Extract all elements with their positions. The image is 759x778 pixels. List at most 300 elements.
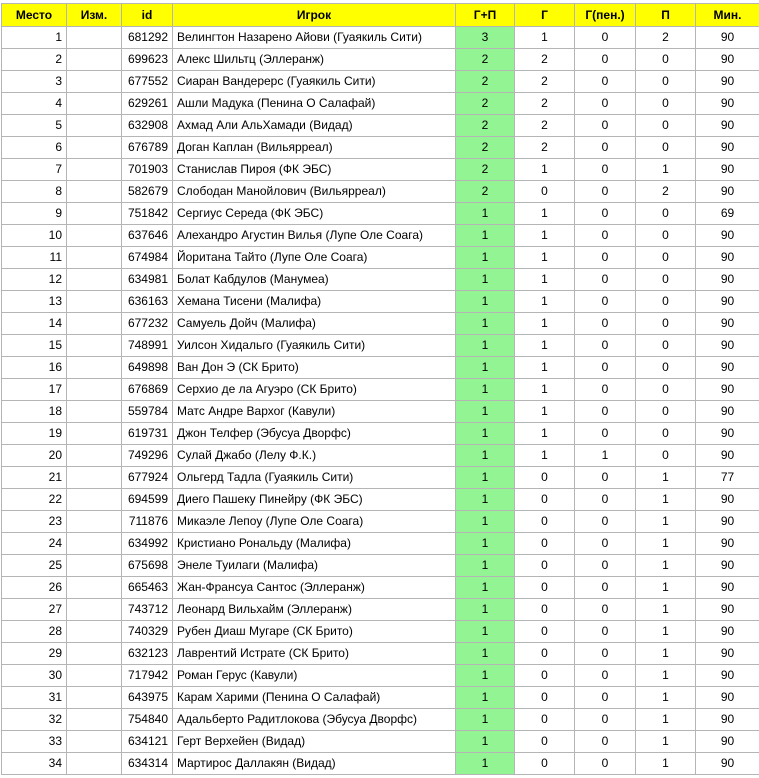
cell-assists[interactable]: 0: [636, 313, 696, 335]
cell-minutes[interactable]: 90: [696, 49, 759, 71]
cell-goals[interactable]: 1: [515, 203, 575, 225]
cell-minutes[interactable]: 90: [696, 159, 759, 181]
cell-change[interactable]: [67, 313, 122, 335]
cell-player[interactable]: Сергиус Середа (ФК ЭБС): [173, 203, 456, 225]
cell-place[interactable]: 16: [2, 357, 67, 379]
cell-change[interactable]: [67, 709, 122, 731]
cell-goals-plus-assists[interactable]: 1: [456, 357, 515, 379]
cell-minutes[interactable]: 90: [696, 313, 759, 335]
cell-assists[interactable]: 0: [636, 401, 696, 423]
cell-id[interactable]: 676869: [122, 379, 173, 401]
cell-penalty-goals[interactable]: 0: [575, 269, 636, 291]
cell-player[interactable]: Велингтон Назарено Айови (Гуаякиль Сити): [173, 27, 456, 49]
cell-goals-plus-assists[interactable]: 2: [456, 115, 515, 137]
cell-player[interactable]: Герт Верхейен (Видад): [173, 731, 456, 753]
cell-place[interactable]: 10: [2, 225, 67, 247]
cell-assists[interactable]: 0: [636, 291, 696, 313]
header-goals[interactable]: Г: [515, 4, 575, 27]
cell-change[interactable]: [67, 71, 122, 93]
cell-change[interactable]: [67, 401, 122, 423]
cell-assists[interactable]: 0: [636, 335, 696, 357]
table-row[interactable]: [2, 533, 759, 555]
cell-goals-plus-assists[interactable]: 1: [456, 203, 515, 225]
cell-id[interactable]: 634121: [122, 731, 173, 753]
cell-minutes[interactable]: 90: [696, 643, 759, 665]
cell-id[interactable]: 701903: [122, 159, 173, 181]
table-row[interactable]: [2, 753, 759, 775]
cell-goals-plus-assists[interactable]: 1: [456, 533, 515, 555]
cell-player[interactable]: Роман Герус (Кавули): [173, 665, 456, 687]
cell-change[interactable]: [67, 687, 122, 709]
cell-change[interactable]: [67, 27, 122, 49]
cell-player[interactable]: Алекс Шильтц (Эллеранж): [173, 49, 456, 71]
cell-minutes[interactable]: 90: [696, 489, 759, 511]
cell-place[interactable]: 20: [2, 445, 67, 467]
cell-player[interactable]: Ольгерд Тадла (Гуаякиль Сити): [173, 467, 456, 489]
cell-goals[interactable]: 0: [515, 599, 575, 621]
cell-goals[interactable]: 0: [515, 467, 575, 489]
cell-player[interactable]: Микаэле Лепоу (Лупе Оле Соага): [173, 511, 456, 533]
cell-player[interactable]: Сиаран Вандерерс (Гуаякиль Сити): [173, 71, 456, 93]
cell-assists[interactable]: 0: [636, 379, 696, 401]
cell-penalty-goals[interactable]: 0: [575, 203, 636, 225]
cell-id[interactable]: 717942: [122, 665, 173, 687]
cell-goals-plus-assists[interactable]: 2: [456, 137, 515, 159]
cell-assists[interactable]: 0: [636, 357, 696, 379]
header-player[interactable]: Игрок: [173, 4, 456, 27]
cell-goals-plus-assists[interactable]: 2: [456, 93, 515, 115]
cell-minutes[interactable]: 90: [696, 115, 759, 137]
cell-penalty-goals[interactable]: 0: [575, 599, 636, 621]
cell-penalty-goals[interactable]: 0: [575, 335, 636, 357]
cell-goals[interactable]: 0: [515, 181, 575, 203]
cell-change[interactable]: [67, 467, 122, 489]
cell-minutes[interactable]: 90: [696, 621, 759, 643]
cell-assists[interactable]: 1: [636, 643, 696, 665]
cell-penalty-goals[interactable]: 0: [575, 577, 636, 599]
cell-change[interactable]: [67, 621, 122, 643]
cell-minutes[interactable]: 90: [696, 555, 759, 577]
cell-goals-plus-assists[interactable]: 1: [456, 467, 515, 489]
cell-id[interactable]: 636163: [122, 291, 173, 313]
header-id[interactable]: id: [122, 4, 173, 27]
cell-assists[interactable]: 2: [636, 27, 696, 49]
cell-goals-plus-assists[interactable]: 2: [456, 181, 515, 203]
cell-goals[interactable]: 1: [515, 357, 575, 379]
cell-player[interactable]: Йоритана Тайто (Лупе Оле Соага): [173, 247, 456, 269]
cell-place[interactable]: 29: [2, 643, 67, 665]
table-row[interactable]: [2, 49, 759, 71]
cell-player[interactable]: Ахмад Али АльХамади (Видад): [173, 115, 456, 137]
cell-place[interactable]: 6: [2, 137, 67, 159]
cell-change[interactable]: [67, 49, 122, 71]
table-row[interactable]: [2, 181, 759, 203]
cell-change[interactable]: [67, 225, 122, 247]
cell-player[interactable]: Лаврентий Истрате (СК Брито): [173, 643, 456, 665]
cell-goals[interactable]: 0: [515, 687, 575, 709]
cell-player[interactable]: Кристиано Рональду (Малифа): [173, 533, 456, 555]
table-row[interactable]: [2, 489, 759, 511]
cell-id[interactable]: 582679: [122, 181, 173, 203]
cell-minutes[interactable]: 90: [696, 687, 759, 709]
cell-place[interactable]: 31: [2, 687, 67, 709]
table-row[interactable]: [2, 335, 759, 357]
cell-id[interactable]: 681292: [122, 27, 173, 49]
cell-place[interactable]: 1: [2, 27, 67, 49]
cell-penalty-goals[interactable]: 0: [575, 489, 636, 511]
cell-penalty-goals[interactable]: 0: [575, 709, 636, 731]
cell-change[interactable]: [67, 357, 122, 379]
cell-penalty-goals[interactable]: 0: [575, 643, 636, 665]
cell-goals-plus-assists[interactable]: 1: [456, 687, 515, 709]
cell-minutes[interactable]: 90: [696, 423, 759, 445]
cell-goals-plus-assists[interactable]: 1: [456, 269, 515, 291]
cell-player[interactable]: Хемана Тисени (Малифа): [173, 291, 456, 313]
table-row[interactable]: [2, 93, 759, 115]
cell-change[interactable]: [67, 511, 122, 533]
cell-assists[interactable]: 1: [636, 159, 696, 181]
table-row[interactable]: [2, 687, 759, 709]
cell-assists[interactable]: 0: [636, 93, 696, 115]
cell-assists[interactable]: 0: [636, 445, 696, 467]
cell-change[interactable]: [67, 577, 122, 599]
header-penalty-goals[interactable]: Г(пен.): [575, 4, 636, 27]
cell-change[interactable]: [67, 203, 122, 225]
table-row[interactable]: [2, 577, 759, 599]
cell-minutes[interactable]: 90: [696, 269, 759, 291]
cell-id[interactable]: 676789: [122, 137, 173, 159]
cell-id[interactable]: 754840: [122, 709, 173, 731]
cell-id[interactable]: 643975: [122, 687, 173, 709]
cell-change[interactable]: [67, 159, 122, 181]
cell-goals-plus-assists[interactable]: 1: [456, 379, 515, 401]
cell-place[interactable]: 15: [2, 335, 67, 357]
table-row[interactable]: [2, 709, 759, 731]
table-row[interactable]: [2, 115, 759, 137]
table-row[interactable]: [2, 269, 759, 291]
cell-minutes[interactable]: 90: [696, 291, 759, 313]
cell-place[interactable]: 9: [2, 203, 67, 225]
cell-goals[interactable]: 0: [515, 753, 575, 775]
cell-goals-plus-assists[interactable]: 1: [456, 489, 515, 511]
header-place[interactable]: Место: [2, 4, 67, 27]
cell-minutes[interactable]: 90: [696, 181, 759, 203]
cell-player[interactable]: Ван Дон Э (СК Брито): [173, 357, 456, 379]
cell-goals[interactable]: 0: [515, 643, 575, 665]
cell-id[interactable]: 634992: [122, 533, 173, 555]
cell-player[interactable]: Адальберто Радитлокова (Эбусуа Дворфс): [173, 709, 456, 731]
cell-goals-plus-assists[interactable]: 1: [456, 665, 515, 687]
cell-assists[interactable]: 1: [636, 621, 696, 643]
cell-penalty-goals[interactable]: 0: [575, 401, 636, 423]
cell-place[interactable]: 34: [2, 753, 67, 775]
cell-change[interactable]: [67, 665, 122, 687]
cell-penalty-goals[interactable]: 1: [575, 445, 636, 467]
cell-id[interactable]: 674984: [122, 247, 173, 269]
cell-change[interactable]: [67, 643, 122, 665]
cell-id[interactable]: 677924: [122, 467, 173, 489]
cell-minutes[interactable]: 90: [696, 27, 759, 49]
cell-player[interactable]: Болат Кабдулов (Манумеа): [173, 269, 456, 291]
cell-change[interactable]: [67, 731, 122, 753]
cell-penalty-goals[interactable]: 0: [575, 357, 636, 379]
cell-place[interactable]: 24: [2, 533, 67, 555]
cell-goals[interactable]: 1: [515, 269, 575, 291]
cell-goals[interactable]: 2: [515, 71, 575, 93]
cell-change[interactable]: [67, 489, 122, 511]
cell-id[interactable]: 675698: [122, 555, 173, 577]
cell-place[interactable]: 28: [2, 621, 67, 643]
cell-id[interactable]: 632123: [122, 643, 173, 665]
cell-minutes[interactable]: 90: [696, 511, 759, 533]
cell-goals[interactable]: 1: [515, 291, 575, 313]
header-minutes[interactable]: Мин.: [696, 4, 759, 27]
cell-id[interactable]: 629261: [122, 93, 173, 115]
cell-penalty-goals[interactable]: 0: [575, 423, 636, 445]
cell-goals-plus-assists[interactable]: 1: [456, 225, 515, 247]
cell-goals[interactable]: 1: [515, 247, 575, 269]
cell-player[interactable]: Уилсон Хидальго (Гуаякиль Сити): [173, 335, 456, 357]
table-row[interactable]: [2, 225, 759, 247]
cell-player[interactable]: Серхио де ла Агуэро (СК Брито): [173, 379, 456, 401]
cell-minutes[interactable]: 90: [696, 357, 759, 379]
cell-id[interactable]: 665463: [122, 577, 173, 599]
cell-assists[interactable]: 0: [636, 423, 696, 445]
cell-goals-plus-assists[interactable]: 1: [456, 247, 515, 269]
cell-penalty-goals[interactable]: 0: [575, 93, 636, 115]
table-row[interactable]: [2, 71, 759, 93]
cell-player[interactable]: Слободан Манойлович (Вильярреал): [173, 181, 456, 203]
cell-minutes[interactable]: 69: [696, 203, 759, 225]
cell-player[interactable]: Доган Каплан (Вильярреал): [173, 137, 456, 159]
cell-place[interactable]: 11: [2, 247, 67, 269]
cell-goals[interactable]: 1: [515, 423, 575, 445]
table-row[interactable]: [2, 665, 759, 687]
cell-goals[interactable]: 0: [515, 533, 575, 555]
cell-minutes[interactable]: 77: [696, 467, 759, 489]
table-row[interactable]: [2, 313, 759, 335]
cell-change[interactable]: [67, 93, 122, 115]
cell-id[interactable]: 619731: [122, 423, 173, 445]
cell-goals[interactable]: 2: [515, 49, 575, 71]
cell-goals[interactable]: 0: [515, 489, 575, 511]
cell-change[interactable]: [67, 115, 122, 137]
cell-goals[interactable]: 1: [515, 313, 575, 335]
cell-goals-plus-assists[interactable]: 1: [456, 313, 515, 335]
cell-penalty-goals[interactable]: 0: [575, 313, 636, 335]
cell-minutes[interactable]: 90: [696, 379, 759, 401]
cell-change[interactable]: [67, 379, 122, 401]
cell-penalty-goals[interactable]: 0: [575, 555, 636, 577]
table-row[interactable]: [2, 137, 759, 159]
cell-goals[interactable]: 0: [515, 621, 575, 643]
cell-penalty-goals[interactable]: 0: [575, 71, 636, 93]
cell-minutes[interactable]: 90: [696, 225, 759, 247]
header-goals-plus-assists[interactable]: Г+П: [456, 4, 515, 27]
cell-minutes[interactable]: 90: [696, 665, 759, 687]
cell-goals-plus-assists[interactable]: 2: [456, 159, 515, 181]
cell-goals-plus-assists[interactable]: 1: [456, 511, 515, 533]
table-row[interactable]: [2, 445, 759, 467]
cell-penalty-goals[interactable]: 0: [575, 27, 636, 49]
cell-goals-plus-assists[interactable]: 1: [456, 423, 515, 445]
table-row[interactable]: [2, 599, 759, 621]
cell-id[interactable]: 634314: [122, 753, 173, 775]
cell-penalty-goals[interactable]: 0: [575, 291, 636, 313]
cell-goals-plus-assists[interactable]: 2: [456, 71, 515, 93]
cell-place[interactable]: 5: [2, 115, 67, 137]
cell-penalty-goals[interactable]: 0: [575, 247, 636, 269]
table-row[interactable]: [2, 643, 759, 665]
cell-change[interactable]: [67, 247, 122, 269]
table-row[interactable]: [2, 357, 759, 379]
cell-player[interactable]: Мартирос Даллакян (Видад): [173, 753, 456, 775]
cell-penalty-goals[interactable]: 0: [575, 467, 636, 489]
cell-place[interactable]: 13: [2, 291, 67, 313]
cell-goals[interactable]: 2: [515, 93, 575, 115]
cell-change[interactable]: [67, 555, 122, 577]
table-row[interactable]: [2, 379, 759, 401]
cell-place[interactable]: 33: [2, 731, 67, 753]
cell-place[interactable]: 4: [2, 93, 67, 115]
cell-place[interactable]: 21: [2, 467, 67, 489]
cell-place[interactable]: 26: [2, 577, 67, 599]
cell-change[interactable]: [67, 335, 122, 357]
cell-change[interactable]: [67, 291, 122, 313]
cell-penalty-goals[interactable]: 0: [575, 687, 636, 709]
cell-change[interactable]: [67, 753, 122, 775]
cell-goals-plus-assists[interactable]: 3: [456, 27, 515, 49]
cell-penalty-goals[interactable]: 0: [575, 225, 636, 247]
cell-minutes[interactable]: 90: [696, 247, 759, 269]
cell-change[interactable]: [67, 423, 122, 445]
cell-place[interactable]: 32: [2, 709, 67, 731]
cell-player[interactable]: Джон Телфер (Эбусуа Дворфс): [173, 423, 456, 445]
cell-assists[interactable]: 0: [636, 269, 696, 291]
cell-assists[interactable]: 1: [636, 753, 696, 775]
cell-penalty-goals[interactable]: 0: [575, 115, 636, 137]
cell-goals-plus-assists[interactable]: 1: [456, 291, 515, 313]
cell-assists[interactable]: 1: [636, 555, 696, 577]
cell-player[interactable]: Станислав Пироя (ФК ЭБС): [173, 159, 456, 181]
cell-minutes[interactable]: 90: [696, 335, 759, 357]
cell-minutes[interactable]: 90: [696, 93, 759, 115]
table-row[interactable]: [2, 203, 759, 225]
cell-goals-plus-assists[interactable]: 1: [456, 621, 515, 643]
cell-id[interactable]: 743712: [122, 599, 173, 621]
cell-minutes[interactable]: 90: [696, 533, 759, 555]
cell-goals[interactable]: 1: [515, 27, 575, 49]
table-row[interactable]: [2, 621, 759, 643]
cell-id[interactable]: 649898: [122, 357, 173, 379]
cell-goals-plus-assists[interactable]: 1: [456, 445, 515, 467]
cell-player[interactable]: Рубен Диаш Мугаре (СК Брито): [173, 621, 456, 643]
cell-minutes[interactable]: 90: [696, 401, 759, 423]
cell-place[interactable]: 2: [2, 49, 67, 71]
cell-change[interactable]: [67, 269, 122, 291]
cell-penalty-goals[interactable]: 0: [575, 181, 636, 203]
cell-penalty-goals[interactable]: 0: [575, 379, 636, 401]
header-assists[interactable]: П: [636, 4, 696, 27]
cell-place[interactable]: 14: [2, 313, 67, 335]
cell-goals[interactable]: 1: [515, 401, 575, 423]
cell-penalty-goals[interactable]: 0: [575, 753, 636, 775]
cell-penalty-goals[interactable]: 0: [575, 665, 636, 687]
cell-player[interactable]: Матс Андре Вархог (Кавули): [173, 401, 456, 423]
cell-place[interactable]: 7: [2, 159, 67, 181]
cell-assists[interactable]: 0: [636, 247, 696, 269]
cell-id[interactable]: 751842: [122, 203, 173, 225]
cell-goals-plus-assists[interactable]: 1: [456, 643, 515, 665]
cell-penalty-goals[interactable]: 0: [575, 731, 636, 753]
cell-goals-plus-assists[interactable]: 2: [456, 49, 515, 71]
cell-penalty-goals[interactable]: 0: [575, 621, 636, 643]
cell-place[interactable]: 23: [2, 511, 67, 533]
cell-place[interactable]: 12: [2, 269, 67, 291]
cell-goals[interactable]: 1: [515, 159, 575, 181]
cell-goals[interactable]: 1: [515, 379, 575, 401]
cell-player[interactable]: Энеле Туилаги (Малифа): [173, 555, 456, 577]
cell-place[interactable]: 18: [2, 401, 67, 423]
cell-player[interactable]: Сулай Джабо (Лелу Ф.К.): [173, 445, 456, 467]
cell-assists[interactable]: 1: [636, 687, 696, 709]
cell-id[interactable]: 632908: [122, 115, 173, 137]
cell-player[interactable]: Алехандро Агустин Вилья (Лупе Оле Соага): [173, 225, 456, 247]
cell-player[interactable]: Самуель Дойч (Малифа): [173, 313, 456, 335]
cell-goals-plus-assists[interactable]: 1: [456, 599, 515, 621]
table-row[interactable]: [2, 159, 759, 181]
table-row[interactable]: [2, 511, 759, 533]
cell-minutes[interactable]: 90: [696, 731, 759, 753]
cell-player[interactable]: Карам Харими (Пенина О Салафай): [173, 687, 456, 709]
cell-assists[interactable]: 1: [636, 467, 696, 489]
cell-assists[interactable]: 1: [636, 731, 696, 753]
cell-assists[interactable]: 2: [636, 181, 696, 203]
table-row[interactable]: [2, 423, 759, 445]
cell-penalty-goals[interactable]: 0: [575, 159, 636, 181]
cell-minutes[interactable]: 90: [696, 137, 759, 159]
cell-player[interactable]: Жан-Франсуа Сантос (Эллеранж): [173, 577, 456, 599]
table-row[interactable]: [2, 555, 759, 577]
cell-change[interactable]: [67, 181, 122, 203]
cell-goals-plus-assists[interactable]: 1: [456, 401, 515, 423]
cell-penalty-goals[interactable]: 0: [575, 533, 636, 555]
cell-id[interactable]: 677552: [122, 71, 173, 93]
cell-goals[interactable]: 2: [515, 137, 575, 159]
cell-goals[interactable]: 0: [515, 577, 575, 599]
table-row[interactable]: [2, 731, 759, 753]
cell-change[interactable]: [67, 445, 122, 467]
cell-minutes[interactable]: 90: [696, 709, 759, 731]
cell-minutes[interactable]: 90: [696, 577, 759, 599]
cell-assists[interactable]: 1: [636, 511, 696, 533]
cell-player[interactable]: Ашли Мадука (Пенина О Салафай): [173, 93, 456, 115]
cell-id[interactable]: 740329: [122, 621, 173, 643]
cell-assists[interactable]: 0: [636, 203, 696, 225]
cell-place[interactable]: 30: [2, 665, 67, 687]
cell-goals-plus-assists[interactable]: 1: [456, 555, 515, 577]
cell-goals[interactable]: 0: [515, 731, 575, 753]
cell-goals[interactable]: 0: [515, 511, 575, 533]
cell-goals[interactable]: 2: [515, 115, 575, 137]
cell-goals[interactable]: 0: [515, 709, 575, 731]
cell-assists[interactable]: 1: [636, 533, 696, 555]
cell-goals-plus-assists[interactable]: 1: [456, 577, 515, 599]
cell-place[interactable]: 22: [2, 489, 67, 511]
cell-minutes[interactable]: 90: [696, 445, 759, 467]
cell-penalty-goals[interactable]: 0: [575, 49, 636, 71]
cell-player[interactable]: Леонард Вильхайм (Эллеранж): [173, 599, 456, 621]
